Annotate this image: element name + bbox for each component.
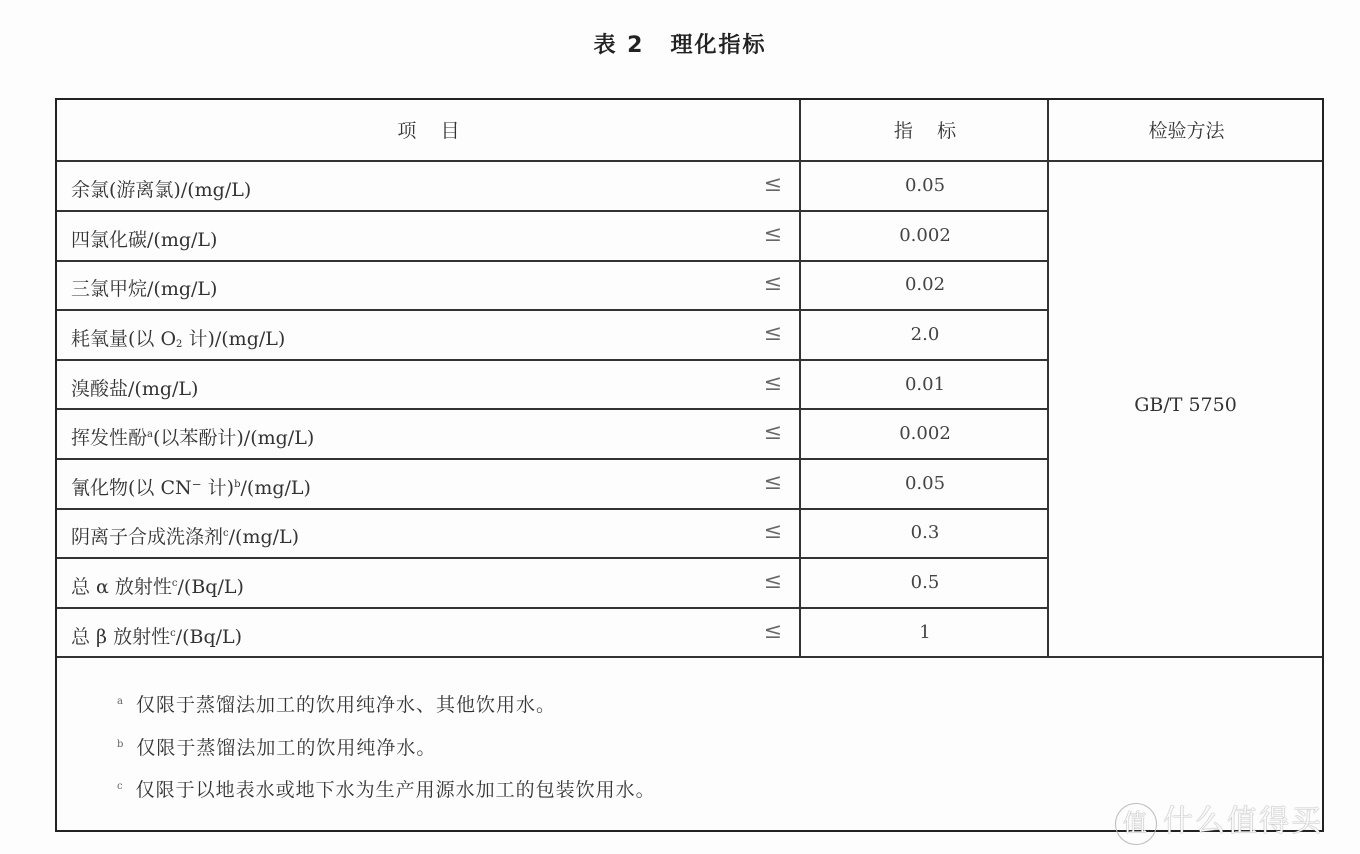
le-symbol: ≤ xyxy=(763,619,783,644)
row-limit: 0.05 xyxy=(904,175,946,196)
row-divider xyxy=(57,359,1049,361)
footnote-ref: a xyxy=(147,429,153,440)
row-label: 四氯化碳/(mg/L) xyxy=(71,229,218,251)
row-label: 三氯甲烷/(mg/L) xyxy=(71,278,218,300)
footnote-ref: c xyxy=(170,628,176,639)
row-limit: 0.3 xyxy=(910,522,940,543)
footnote-text: 仅限于蒸馏法加工的饮用纯净水。 xyxy=(136,737,437,759)
label-text: 总 β 放射性 xyxy=(71,626,171,648)
row-label xyxy=(71,572,244,599)
row-divider xyxy=(57,408,1049,410)
row-divider xyxy=(57,260,1049,262)
le-symbol: ≤ xyxy=(763,271,783,296)
header-limit: 指 标 xyxy=(893,120,957,142)
watermark-text: 什么值得买 xyxy=(1163,804,1323,839)
footnote-ref: c xyxy=(171,578,178,589)
row-limit: 0.01 xyxy=(904,374,946,395)
physicochemical-table xyxy=(55,98,1324,832)
footnote-divider xyxy=(57,656,1322,658)
footnote-mark: c xyxy=(117,781,124,792)
row-divider xyxy=(57,508,1049,510)
table-title xyxy=(0,28,1360,59)
footnote-text: 仅限于蒸馏法加工的饮用纯净水、其他饮用水。 xyxy=(135,694,556,716)
label-text: 耗氧量(以 O xyxy=(71,328,177,350)
label-subscript: 2 xyxy=(176,339,183,350)
row-limit: 1 xyxy=(919,622,931,643)
row-divider xyxy=(57,458,1049,460)
label-text: /(mg/L) xyxy=(228,526,300,548)
row-limit: 0.002 xyxy=(899,423,951,444)
label-text: /(Bq/L) xyxy=(177,576,244,598)
row-limit: 0.5 xyxy=(910,572,940,593)
footnote xyxy=(117,733,436,760)
footnote-mark: b xyxy=(117,739,125,750)
watermark xyxy=(1115,796,1323,845)
row-label xyxy=(71,423,314,450)
le-symbol: ≤ xyxy=(763,172,783,197)
row-limit: 0.02 xyxy=(904,274,946,295)
le-symbol: ≤ xyxy=(763,470,783,495)
row-label xyxy=(71,622,242,649)
le-symbol: ≤ xyxy=(763,321,783,346)
label-text: /(Bq/L) xyxy=(175,626,243,648)
row-divider xyxy=(57,210,1049,212)
row-limit: 2.0 xyxy=(910,324,940,345)
le-symbol: ≤ xyxy=(763,420,783,445)
header-method: 检验方法 xyxy=(1148,120,1225,142)
row-limit: 0.05 xyxy=(904,473,946,494)
watermark-logo-icon: 值 xyxy=(1115,803,1157,845)
label-text: 挥发性酚 xyxy=(71,427,148,449)
row-limit: 0.002 xyxy=(899,225,951,246)
test-method: GB/T 5750 xyxy=(1134,394,1237,416)
row-label xyxy=(71,473,311,500)
row-label: 余氯(游离氯)/(mg/L) xyxy=(71,179,252,201)
label-text: 计)/(mg/L) xyxy=(182,328,286,350)
le-symbol: ≤ xyxy=(763,371,783,396)
footnote xyxy=(117,775,656,802)
row-label xyxy=(71,324,285,351)
row-label: 溴酸盐/(mg/L) xyxy=(71,378,199,400)
label-text: 阴离子合成洗涤剂 xyxy=(71,526,224,548)
footnote xyxy=(117,690,556,717)
footnote-mark: a xyxy=(117,696,124,707)
label-text: 氰化物(以 CN⁻ 计) xyxy=(71,477,235,499)
header-divider xyxy=(57,160,1322,162)
table-title-text: 理化指标 xyxy=(670,33,767,58)
row-divider xyxy=(57,309,1049,311)
header-item: 项 目 xyxy=(397,120,460,142)
label-text: /(mg/L) xyxy=(240,477,311,499)
footnote-text: 仅限于以地表水或地下水为生产用源水加工的包装饮用水。 xyxy=(135,779,656,801)
row-divider xyxy=(57,607,1049,609)
footnote-ref: b xyxy=(234,479,241,490)
row-label xyxy=(71,522,299,549)
le-symbol: ≤ xyxy=(763,222,783,247)
row-divider xyxy=(57,557,1049,559)
footnote-ref: c xyxy=(223,528,229,539)
le-symbol: ≤ xyxy=(763,569,783,594)
label-text: 总 α 放射性 xyxy=(71,576,172,598)
table-number: 表 2 xyxy=(593,33,645,58)
le-symbol: ≤ xyxy=(763,519,783,544)
label-text: (以苯酚计)/(mg/L) xyxy=(152,427,315,449)
